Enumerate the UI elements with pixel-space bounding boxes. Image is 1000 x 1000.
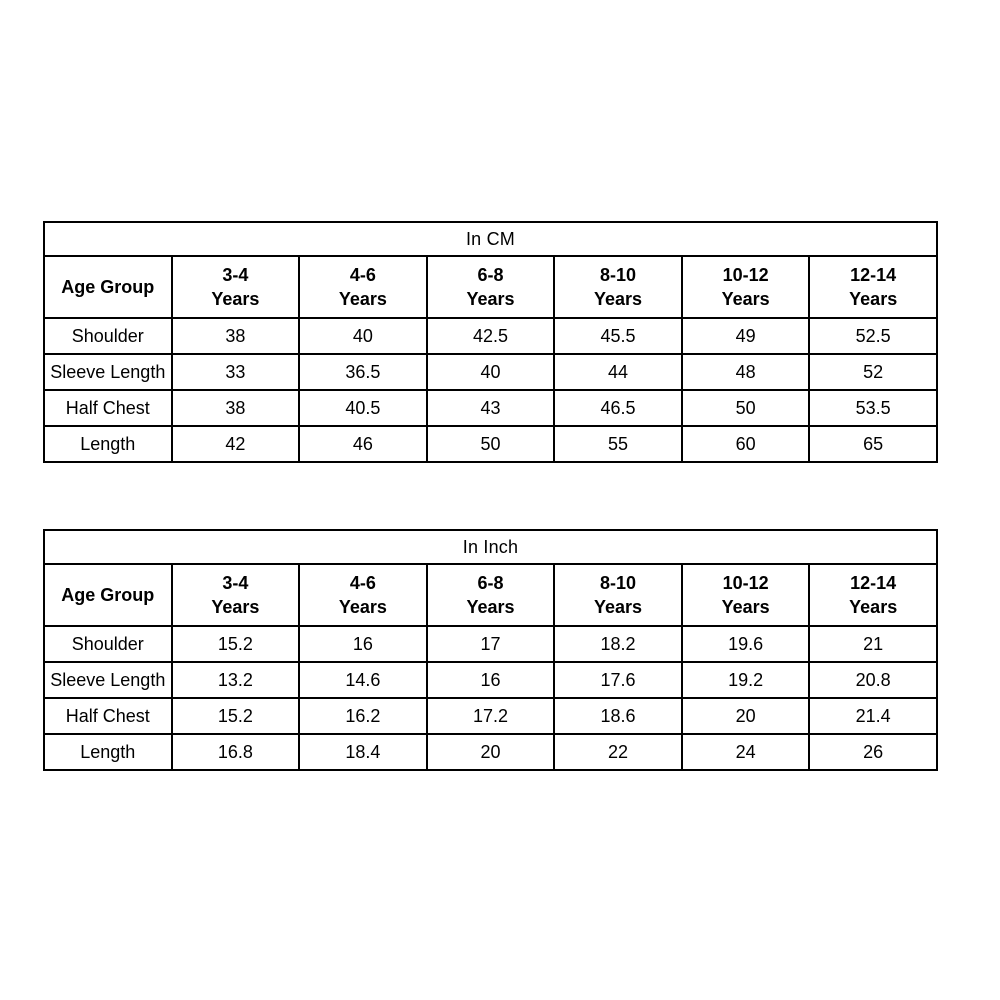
header-age-group: Age Group xyxy=(44,256,172,318)
header-col-6-8-range: 6-8 xyxy=(477,572,504,593)
header-col-4-6 xyxy=(299,256,427,318)
table-row xyxy=(44,698,937,734)
cell-sleeve-6-8: 16 xyxy=(427,662,555,698)
header-col-3-4 xyxy=(172,564,300,626)
header-col-12-14-unit: Years xyxy=(849,289,898,309)
cell-sleeve-3-4: 33 xyxy=(172,354,300,390)
cell-length-12-14: 65 xyxy=(809,426,937,462)
cell-length-3-4: 16.8 xyxy=(172,734,300,770)
table-row xyxy=(44,626,937,662)
cell-halfchest-10-12: 50 xyxy=(682,390,810,426)
cell-length-4-6: 46 xyxy=(299,426,427,462)
cell-length-10-12: 24 xyxy=(682,734,810,770)
cell-length-6-8: 20 xyxy=(427,734,555,770)
cell-halfchest-4-6: 16.2 xyxy=(299,698,427,734)
size-table-cm xyxy=(43,221,938,463)
cell-shoulder-3-4: 38 xyxy=(172,318,300,354)
header-col-10-12-range: 10-12 xyxy=(722,572,769,593)
header-col-10-12-unit: Years xyxy=(721,597,770,617)
header-col-10-12 xyxy=(682,564,810,626)
size-table-inch xyxy=(43,529,938,771)
table-row xyxy=(44,426,937,462)
row-label-half-chest: Half Chest xyxy=(44,390,172,426)
header-col-3-4-unit: Years xyxy=(211,597,260,617)
header-col-6-8 xyxy=(427,564,555,626)
row-label-shoulder: Shoulder xyxy=(44,318,172,354)
cell-sleeve-10-12: 48 xyxy=(682,354,810,390)
cell-halfchest-12-14: 21.4 xyxy=(809,698,937,734)
header-col-4-6-range: 4-6 xyxy=(349,264,376,285)
cell-halfchest-12-14: 53.5 xyxy=(809,390,937,426)
header-col-12-14 xyxy=(809,564,937,626)
header-col-8-10-range: 8-10 xyxy=(600,264,637,285)
header-col-4-6 xyxy=(299,564,427,626)
cell-length-12-14: 26 xyxy=(809,734,937,770)
header-col-8-10-range: 8-10 xyxy=(600,572,637,593)
header-col-12-14 xyxy=(809,256,937,318)
cell-length-10-12: 60 xyxy=(682,426,810,462)
header-col-6-8 xyxy=(427,256,555,318)
row-label-half-chest: Half Chest xyxy=(44,698,172,734)
row-label-length: Length xyxy=(44,426,172,462)
cell-shoulder-4-6: 16 xyxy=(299,626,427,662)
header-col-10-12 xyxy=(682,256,810,318)
table-row xyxy=(44,390,937,426)
cell-shoulder-3-4: 15.2 xyxy=(172,626,300,662)
header-col-8-10 xyxy=(554,564,682,626)
header-col-12-14-range: 12-14 xyxy=(850,264,897,285)
cell-shoulder-12-14: 21 xyxy=(809,626,937,662)
header-col-4-6-unit: Years xyxy=(338,597,387,617)
table-caption-row xyxy=(44,222,937,256)
header-col-3-4-range: 3-4 xyxy=(222,572,249,593)
cell-sleeve-8-10: 17.6 xyxy=(554,662,682,698)
cell-length-6-8: 50 xyxy=(427,426,555,462)
header-col-3-4-unit: Years xyxy=(211,289,260,309)
cell-shoulder-4-6: 40 xyxy=(299,318,427,354)
cell-shoulder-10-12: 49 xyxy=(682,318,810,354)
cell-halfchest-4-6: 40.5 xyxy=(299,390,427,426)
table-header-row xyxy=(44,564,937,626)
cell-halfchest-8-10: 18.6 xyxy=(554,698,682,734)
table-row xyxy=(44,734,937,770)
cell-sleeve-12-14: 52 xyxy=(809,354,937,390)
cell-shoulder-12-14: 52.5 xyxy=(809,318,937,354)
cell-halfchest-10-12: 20 xyxy=(682,698,810,734)
cell-sleeve-10-12: 19.2 xyxy=(682,662,810,698)
cell-sleeve-4-6: 36.5 xyxy=(299,354,427,390)
header-col-12-14-unit: Years xyxy=(849,597,898,617)
header-col-6-8-unit: Years xyxy=(466,597,515,617)
header-col-10-12-range: 10-12 xyxy=(722,264,769,285)
table-header-row xyxy=(44,256,937,318)
row-label-shoulder: Shoulder xyxy=(44,626,172,662)
header-col-3-4 xyxy=(172,256,300,318)
cell-shoulder-6-8: 17 xyxy=(427,626,555,662)
header-col-12-14-range: 12-14 xyxy=(850,572,897,593)
row-label-sleeve-length: Sleeve Length xyxy=(44,354,172,390)
cell-sleeve-4-6: 14.6 xyxy=(299,662,427,698)
cell-sleeve-3-4: 13.2 xyxy=(172,662,300,698)
header-col-8-10-unit: Years xyxy=(594,597,643,617)
header-col-6-8-unit: Years xyxy=(466,289,515,309)
header-col-8-10-unit: Years xyxy=(594,289,643,309)
header-col-8-10 xyxy=(554,256,682,318)
header-col-3-4-range: 3-4 xyxy=(222,264,249,285)
cell-length-8-10: 22 xyxy=(554,734,682,770)
cell-sleeve-12-14: 20.8 xyxy=(809,662,937,698)
table-caption-inch: In Inch xyxy=(44,530,937,564)
table-caption-row xyxy=(44,530,937,564)
cell-shoulder-6-8: 42.5 xyxy=(427,318,555,354)
cell-halfchest-8-10: 46.5 xyxy=(554,390,682,426)
table-caption-cm: In CM xyxy=(44,222,937,256)
header-col-4-6-unit: Years xyxy=(338,289,387,309)
header-col-10-12-unit: Years xyxy=(721,289,770,309)
cell-length-3-4: 42 xyxy=(172,426,300,462)
header-col-4-6-range: 4-6 xyxy=(349,572,376,593)
table-row xyxy=(44,662,937,698)
header-age-group: Age Group xyxy=(44,564,172,626)
cell-sleeve-8-10: 44 xyxy=(554,354,682,390)
row-label-length: Length xyxy=(44,734,172,770)
cell-sleeve-6-8: 40 xyxy=(427,354,555,390)
cell-shoulder-8-10: 45.5 xyxy=(554,318,682,354)
cell-length-4-6: 18.4 xyxy=(299,734,427,770)
cell-shoulder-10-12: 19.6 xyxy=(682,626,810,662)
cell-halfchest-6-8: 43 xyxy=(427,390,555,426)
row-label-sleeve-length: Sleeve Length xyxy=(44,662,172,698)
cell-halfchest-6-8: 17.2 xyxy=(427,698,555,734)
header-col-6-8-range: 6-8 xyxy=(477,264,504,285)
cell-shoulder-8-10: 18.2 xyxy=(554,626,682,662)
table-row xyxy=(44,318,937,354)
cell-halfchest-3-4: 15.2 xyxy=(172,698,300,734)
table-row xyxy=(44,354,937,390)
cell-halfchest-3-4: 38 xyxy=(172,390,300,426)
cell-length-8-10: 55 xyxy=(554,426,682,462)
